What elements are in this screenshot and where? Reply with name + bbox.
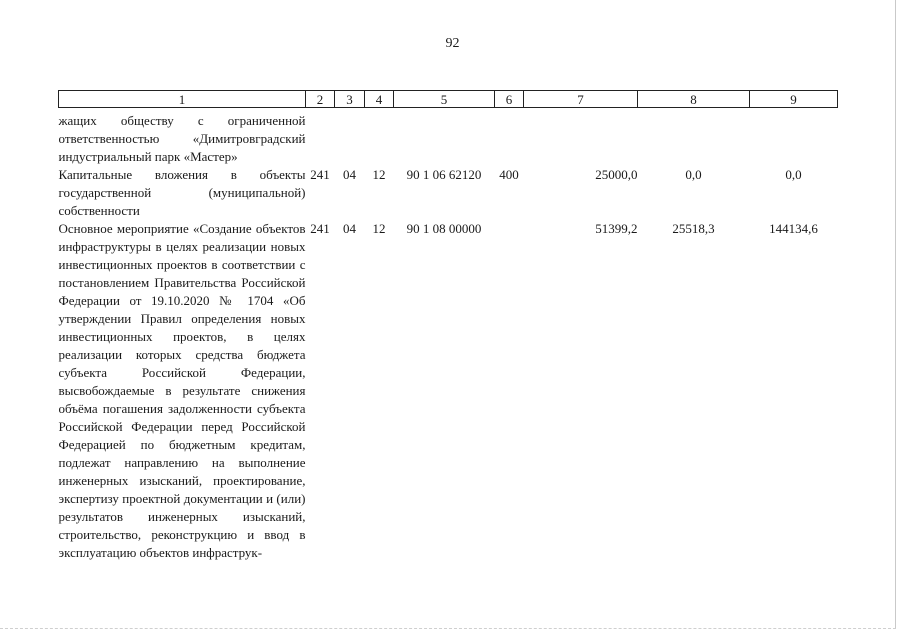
cell-col-4 <box>365 112 394 166</box>
cell-col-6 <box>495 112 524 166</box>
row-name: Основное мероприятие «Создание объектов инфраструктуры в целях реализации новых инвестиционных проектов в соответствии с постановлением Правительства Российской Федерации от 19.10.2020 № 1704 «Об утверждении Правил определения новых инвестиционных проектов, в целях реализации которых средства бюджета субъекта Российской Федерации, высвобождаемые в результате снижения объёма погашения задолженности субъекта Российской Федерации перед Российской Федерацией по бюджетным кредитам, подлежат направлению на выполнение инженерных изысканий, проектирование, экспертизу проектной документации и (или) результатов инженерных изысканий, строительство, реконструкцию и ввод в эксплуатацию объектов инфраструк- <box>58 221 306 560</box>
column-header: 7 <box>524 91 638 108</box>
cell-col-9 <box>750 112 838 166</box>
cell-col-5: 90 1 08 00000 <box>406 221 482 236</box>
column-header: 3 <box>335 91 365 108</box>
column-header: 6 <box>495 91 524 108</box>
budget-table <box>58 90 838 562</box>
column-header: 1 <box>59 91 306 108</box>
cell-col-6: 400 <box>499 167 519 182</box>
cell-col-9: 144134,6 <box>769 221 818 236</box>
cell-col-4: 12 <box>372 221 386 236</box>
column-header: 5 <box>394 91 495 108</box>
page-number: 92 <box>445 36 460 51</box>
page-edge-bottom <box>0 628 896 629</box>
cell-col-2 <box>306 112 335 166</box>
cell-col-3: 04 <box>343 221 356 236</box>
column-header: 9 <box>750 91 838 108</box>
cell-col-7: 51399,2 <box>595 221 638 236</box>
row-name: Капитальные вложения в объекты государственной (муниципальной) собственности <box>58 167 306 218</box>
cell-col-4: 12 <box>372 167 386 182</box>
cell-col-3: 04 <box>343 167 356 182</box>
cell-col-5 <box>394 112 495 166</box>
page-edge-right <box>895 0 896 628</box>
cell-col-8: 0,0 <box>685 167 702 182</box>
cell-col-8: 25518,3 <box>672 221 715 236</box>
cell-col-2: 241 <box>310 167 330 182</box>
header-row <box>59 91 838 108</box>
row-name: жащих обществу с ограниченной ответственностью «Димитровградский индустриальный парк «Мастер» <box>58 113 306 164</box>
cell-col-3 <box>335 112 365 166</box>
cell-col-2: 241 <box>310 221 330 236</box>
column-header: 2 <box>306 91 335 108</box>
table-row <box>59 112 838 166</box>
cell-col-6 <box>495 220 524 562</box>
column-header: 4 <box>365 91 394 108</box>
column-header: 8 <box>638 91 750 108</box>
cell-col-9: 0,0 <box>785 167 802 182</box>
cell-col-7: 25000,0 <box>595 167 638 182</box>
table-row <box>59 166 838 220</box>
cell-col-7 <box>524 112 638 166</box>
cell-col-5: 90 1 06 62120 <box>406 167 482 182</box>
table-row <box>59 220 838 562</box>
cell-col-8 <box>638 112 750 166</box>
